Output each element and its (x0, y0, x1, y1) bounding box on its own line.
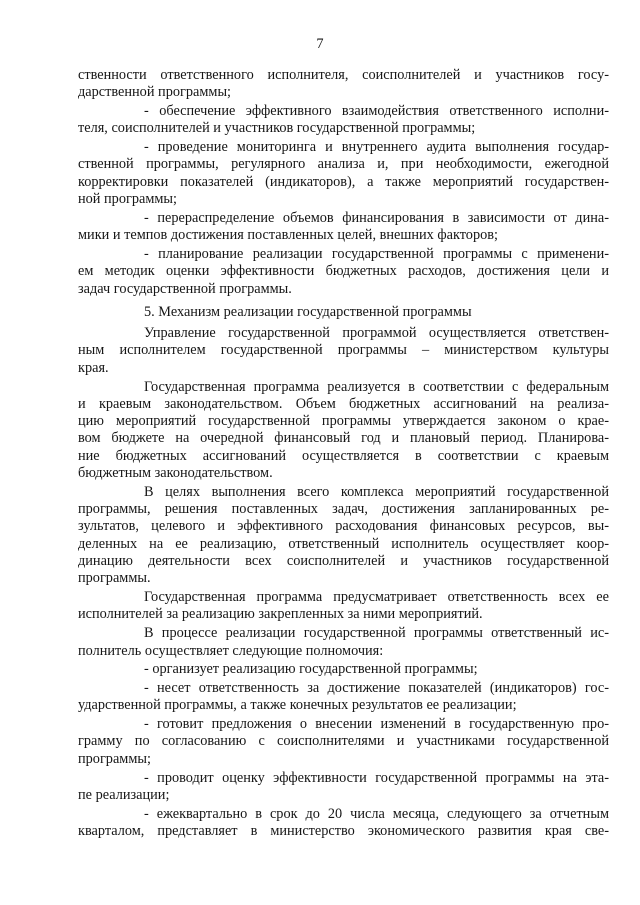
text-line: вом бюджете на очередной финансовый год и плановый период. Планирова- (78, 430, 609, 447)
section-5-text (78, 325, 609, 840)
text-line: - перераспределение объемов финансирования в зависимости от дина- (144, 209, 609, 226)
text-line: ственности ответственного исполнителя, соисполнителей и участников госу- (78, 67, 609, 83)
text-line: - ежеквартально в срок до 20 числа месяца, следующего за отчетным (144, 805, 609, 822)
text-line: ной программы; (78, 191, 178, 208)
text-line: программы; (78, 750, 151, 767)
text-line: деленных на ее реализацию, ответственный исполнитель осуществляет коор- (78, 535, 609, 552)
text-line: ем методик оценки эффективности бюджетных расходов, достижения цели и (78, 263, 609, 280)
text-line: зультатов, целевого и эффективного расходования финансовых ресурсов, вы- (78, 518, 609, 535)
list-item (78, 661, 609, 678)
text-line: программы, решения поставленных задач, достижения запланированных ре- (78, 501, 609, 518)
paragraph (78, 379, 609, 483)
list-item (78, 770, 609, 805)
text-line: В процессе реализации государственной программы ответственный ис- (144, 625, 609, 642)
list-item (78, 103, 609, 138)
section-heading: 5. Механизм реализации государственной программы (144, 303, 472, 320)
text-line: программы. (78, 570, 151, 587)
text-line: ным исполнителем государственной программы – министерством культуры (78, 342, 609, 359)
text-line: ние бюджетных ассигнований осуществляется в соответствии с краевым (78, 447, 609, 464)
text-line: - организует реализацию государственной программы; (144, 661, 478, 678)
text-line: цию мероприятий государственной программы утверждается законом о крае- (78, 413, 609, 430)
list-item (78, 680, 609, 715)
text-line: теля, соисполнителей и участников государственной программы; (78, 120, 476, 137)
text-line: - проводит оценку эффективности государственной программы на эта- (144, 769, 609, 786)
text-line: мики и темпов достижения поставленных целей, внешних факторов; (78, 227, 498, 244)
text-line: Государственная программа предусматривает ответственность всех ее (144, 589, 609, 606)
text-line: - несет ответственность за достижение показателей (индикаторов) гос- (144, 680, 609, 697)
text-line: исполнителей за реализацию закрепленных за ними мероприятий. (78, 606, 483, 623)
text-line: ударственной программы, а также конечных результатов ее реализации; (78, 697, 517, 714)
text-line: ственной программы, регулярного анализа и, при необходимости, ежегодной (78, 156, 609, 173)
text-line: края. (78, 359, 109, 376)
paragraph (78, 67, 609, 102)
paragraph (78, 484, 609, 588)
text-line: кварталом, представляет в министерство экономического развития края све- (78, 822, 609, 839)
previous-section-text (78, 67, 609, 298)
list-item (78, 806, 609, 841)
text-line: и краевым законодательством. Объем бюджетных ассигнований на реализа- (78, 395, 609, 412)
text-line: Государственная программа реализуется в соответствии с федеральным (144, 378, 609, 395)
text-line: В целях выполнения всего комплекса мероприятий государственной (144, 483, 609, 500)
paragraph (78, 589, 609, 624)
list-item (78, 246, 609, 298)
text-line: пе реализации; (78, 786, 170, 803)
text-line: динацию деятельности всех соисполнителей и участников государственной (78, 553, 609, 570)
text-line: - планирование реализации государственной программы с применени- (144, 245, 609, 262)
text-line: - готовит предложения о внесении изменений в государственную про- (144, 716, 609, 733)
list-item (78, 210, 609, 245)
paragraph (78, 625, 609, 660)
text-line: полнитель осуществляет следующие полномочия: (78, 642, 384, 659)
document-body (78, 67, 609, 842)
text-line: задач государственной программы. (78, 280, 292, 297)
page-number: 7 (316, 36, 324, 52)
text-line: грамму по согласованию с соисполнителями и участниками государственной (78, 733, 609, 750)
text-line: - обеспечение эффективного взаимодействия ответственного исполни- (144, 103, 609, 120)
list-item (78, 716, 609, 768)
list-item (78, 139, 609, 208)
text-line: Управление государственной программой осуществляется ответствен- (144, 325, 609, 342)
text-line: дарственной программы; (78, 84, 232, 101)
paragraph (78, 325, 609, 377)
text-line: бюджетным законодательством. (78, 465, 273, 482)
text-line: корректировки показателей (индикаторов), а также мероприятий государствен- (78, 173, 609, 190)
text-line: - проведение мониторинга и внутреннего аудита выполнения государ- (144, 139, 609, 156)
